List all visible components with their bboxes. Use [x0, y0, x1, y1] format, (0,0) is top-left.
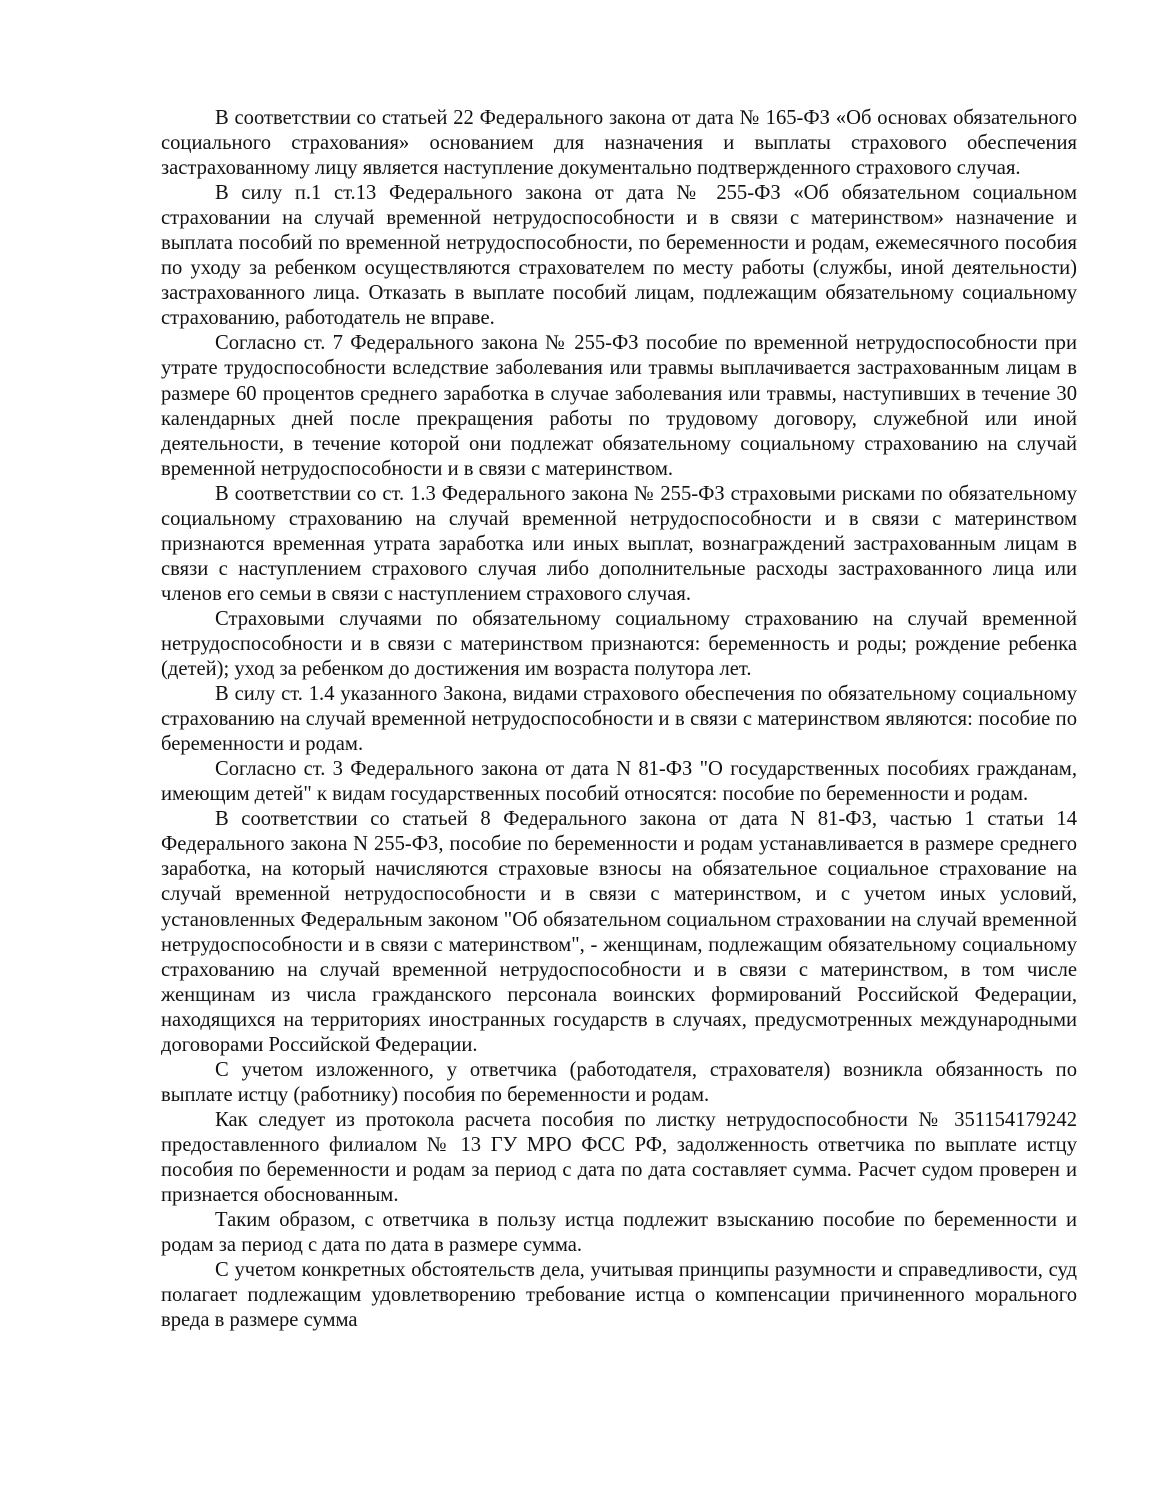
document-body — [161, 106, 1077, 1333]
paragraph: В соответствии со ст. 1.3 Федерального закона № 255-ФЗ страховыми рисками по обязательному социальному страхованию на случай временной нетрудоспособности и в связи с материнством признаются временная утрата заработка или иных выплат, вознаграждений застрахованным лицам в связи с наступлением страхового случая либо дополнительные расходы застрахованного лица или членов его семьи в связи с наступлением страхового случая. — [161, 482, 1077, 605]
paragraph: В соответствии со статьей 22 Федерального закона от дата № 165-ФЗ «Об основах обязательного социального страхования» основанием для назначения и выплаты страхового обеспечения застрахованному лицу является наступление документально подтвержденного страхового случая. — [161, 107, 1077, 180]
paragraph: С учетом изложенного, у ответчика (работодателя, страхователя) возникла обязанность по выплате истцу (работнику) пособия по беременности и родам. — [161, 1058, 1077, 1106]
paragraph: Согласно ст. 7 Федерального закона № 255-ФЗ пособие по временной нетрудоспособности при утрате трудоспособности вследствие заболевания или травмы выплачивается застрахованным лицам в размере 60 процентов среднего заработка в случае заболевания или травмы, наступивших в течение 30 календарных дней после прекращения работы по трудовому договору, служебной или иной деятельности, в течение которой они подлежат обязательному социальному страхованию на случай временной нетрудоспособности и в связи с материнством. — [161, 332, 1077, 480]
paragraph: Таким образом, с ответчика в пользу истца подлежит взысканию пособие по беременности и родам за период с дата по дата в размере сумма. — [161, 1209, 1077, 1257]
paragraph: В соответствии со статьей 8 Федерального закона от дата N 81-ФЗ, частью 1 статьи 14 Федерального закона N 255-ФЗ, пособие по беременности и родам устанавливается в размере среднего заработка, на который начисляются страховые взносы на обязательное социальное страхование на случай временной нетрудоспособности и в связи с материнством, и с учетом иных условий, установленных Федеральным законом "Об обязательном социальном страховании на случай временной нетрудоспособности и в связи с материнством", - женщинам, подлежащим обязательному социальному страхованию на случай временной нетрудоспособности и в связи с материнством, в том числе женщинам из числа гражданского персонала воинских формирований Российской Федерации, находящихся на территориях иностранных государств в случаях, предусмотренных международными договорами Российской Федерации. — [161, 808, 1077, 1056]
paragraph: В силу ст. 1.4 указанного Закона, видами страхового обеспечения по обязательному социальному страхованию на случай временной нетрудоспособности и в связи с материнством являются: пособие по беременности и родам. — [161, 683, 1077, 756]
paragraph: Согласно ст. 3 Федерального закона от дата N 81-ФЗ "О государственных пособиях гражданам, имеющим детей" к видам государственных пособий относятся: пособие по беременности и родам. — [161, 758, 1077, 806]
paragraph: Страховыми случаями по обязательному социальному страхованию на случай временной нетрудоспособности и в связи с материнством признаются: беременность и роды; рождение ребенка (детей); уход за ребенком до достижения им возраста полутора лет. — [161, 607, 1077, 681]
paragraph: С учетом конкретных обстоятельств дела, учитывая принципы разумности и справедливости, суд полагает подлежащим удовлетворению требование истца о компенсации причиненного морального вреда в размере сумма — [161, 1259, 1077, 1332]
paragraph: Как следует из протокола расчета пособия по листку нетрудоспособности № 351154179242 предоставленного филиалом № 13 ГУ МРО ФСС РФ, задолженность ответчика по выплате истцу пособия по беременности и родам за период с дата по дата составляет сумма. Расчет судом проверен и признается обоснованным. — [161, 1108, 1077, 1207]
paragraph: В силу п.1 ст.13 Федерального закона от дата № 255-ФЗ «Об обязательном социальном страховании на случай временной нетрудоспособности и в связи с материнством» назначение и выплата пособий по временной нетрудоспособности, по беременности и родам, ежемесячного пособия по уходу за ребенком осуществляются страхователем по месту работы (службы, иной деятельности) застрахованного лица. Отказать в выплате пособий лицам, подлежащим обязательному социальному страхованию, работодатель не вправе. — [161, 182, 1077, 330]
